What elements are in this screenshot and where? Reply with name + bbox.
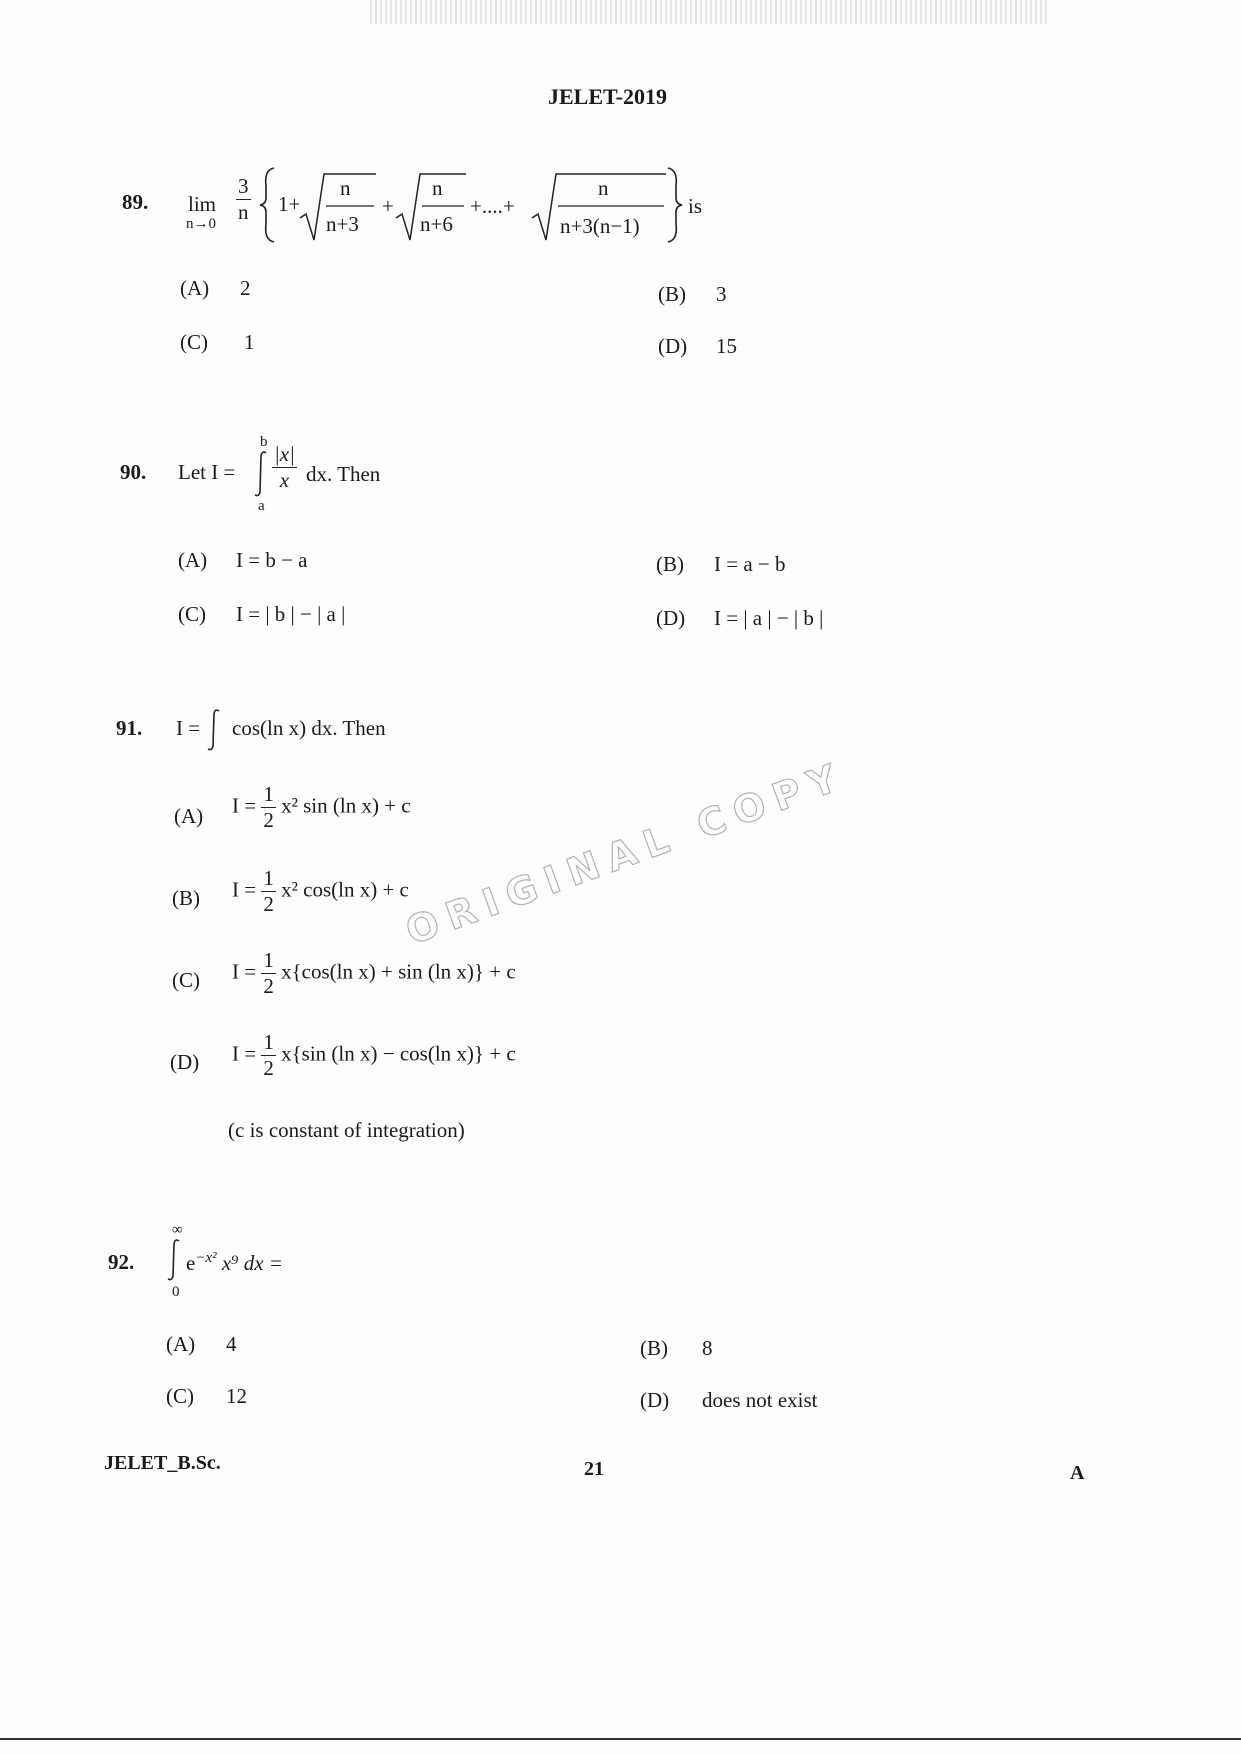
question-number-92: 92.: [108, 1250, 135, 1274]
q89-num-2: n: [432, 176, 443, 200]
q92-option-c-label: (C): [166, 1384, 194, 1408]
scan-noise-strip: [370, 0, 1050, 24]
q89-option-d-label: (D): [658, 334, 688, 358]
q91-prefix: I =: [176, 716, 201, 740]
bottom-rule: [0, 1738, 1241, 1740]
q90-integral-sign: [252, 450, 270, 498]
q90-option-d-text: I = | a | − | b |: [714, 606, 824, 630]
q92-integral-sign: [166, 1238, 182, 1282]
q90-prefix: Let I =: [178, 460, 236, 484]
q91-option-a-label: (A): [174, 804, 204, 828]
q90-suffix: dx. Then: [306, 462, 381, 486]
q89-option-a-label: (A): [180, 276, 210, 300]
q89-lim: lim: [188, 192, 217, 216]
q89-right-brace: [664, 166, 684, 244]
q91-option-d-expr: I = $\frac{1}{2}$ x{sin (ln x) − cos(ln x)} + c: [232, 1030, 516, 1080]
q92-option-d-label: (D): [640, 1388, 670, 1412]
q90-upper-limit: b: [260, 434, 268, 450]
q89-dots: +....+: [470, 194, 515, 218]
q91-integral-sign: [206, 708, 222, 752]
q92-lower-limit: 0: [172, 1284, 180, 1300]
q89-option-b-label: (B): [658, 282, 686, 306]
footer-exam-code: JELET_B.Sc.: [104, 1452, 221, 1474]
q89-left-brace: [258, 166, 278, 244]
q89-option-c-text: 1: [244, 330, 255, 354]
q89-coefficient: $\frac{3}{n}$: [238, 174, 249, 224]
q92-option-a-text: 4: [226, 1332, 237, 1356]
q89-option-a-text: 2: [240, 276, 251, 300]
q91-option-c-label: (C): [172, 968, 200, 992]
q91-option-c-expr: I = $\frac{1}{2}$ x{cos(ln x) + sin (ln x)} + c: [232, 948, 516, 998]
q90-option-b-label: (B): [656, 552, 684, 576]
watermark-stamp: [400, 753, 852, 953]
question-set-letter: A: [1070, 1462, 1085, 1484]
q92-expression: $e^{-x^2}$ x⁹ dx =: [186, 1250, 283, 1275]
question-number-90: 90.: [120, 460, 147, 484]
watermark-text: ORIGINAL COPY: [400, 752, 853, 954]
q89-num-3: n: [598, 176, 609, 200]
q89-plus: +: [382, 194, 394, 218]
q89-num-1: n: [340, 176, 351, 200]
q92-option-c-text: 12: [226, 1384, 247, 1408]
q90-option-a-text: I = b − a: [236, 548, 308, 572]
q90-option-a-label: (A): [178, 548, 208, 572]
question-number-91: 91.: [116, 716, 143, 740]
q89-option-b-text: 3: [716, 282, 727, 306]
q92-upper-limit: ∞: [172, 1222, 183, 1238]
q89-lim-subscript: n→0: [186, 216, 216, 232]
q91-option-b-label: (B): [172, 886, 200, 910]
q89-den-2: n+6: [420, 212, 453, 236]
q92-option-b-label: (B): [640, 1336, 668, 1360]
q89-is: is: [688, 194, 703, 218]
page-title: JELET-2019: [548, 84, 668, 109]
q90-option-c-text: I = | b | − | a |: [236, 602, 346, 626]
page-number: 21: [584, 1458, 604, 1480]
question-number-89: 89.: [122, 190, 149, 214]
q91-option-d-label: (D): [170, 1050, 200, 1074]
q90-integrand: $\frac{|x|}{x}$: [274, 442, 295, 492]
q91-option-b-expr: I = $\frac{1}{2}$ x² cos(ln x) + c: [232, 866, 409, 916]
q89-den-1: n+3: [326, 212, 359, 236]
q90-option-d-label: (D): [656, 606, 686, 630]
q91-note: (c is constant of integration): [228, 1118, 465, 1142]
q90-option-c-label: (C): [178, 602, 206, 626]
q90-option-b-text: I = a − b: [714, 552, 786, 576]
q89-option-d-text: 15: [716, 334, 737, 358]
q89-one-plus: 1+: [278, 192, 301, 216]
q92-option-d-text: does not exist: [702, 1388, 818, 1412]
q92-option-a-label: (A): [166, 1332, 196, 1356]
q92-option-b-text: 8: [702, 1336, 713, 1360]
q89-den-3: n+3(n−1): [560, 214, 640, 238]
q91-body: cos(ln x) dx. Then: [232, 716, 386, 740]
q90-lower-limit: a: [258, 498, 265, 514]
q89-option-c-label: (C): [180, 330, 208, 354]
q91-option-a-expr: I = $\frac{1}{2}$ x² sin (ln x) + c: [232, 782, 411, 832]
